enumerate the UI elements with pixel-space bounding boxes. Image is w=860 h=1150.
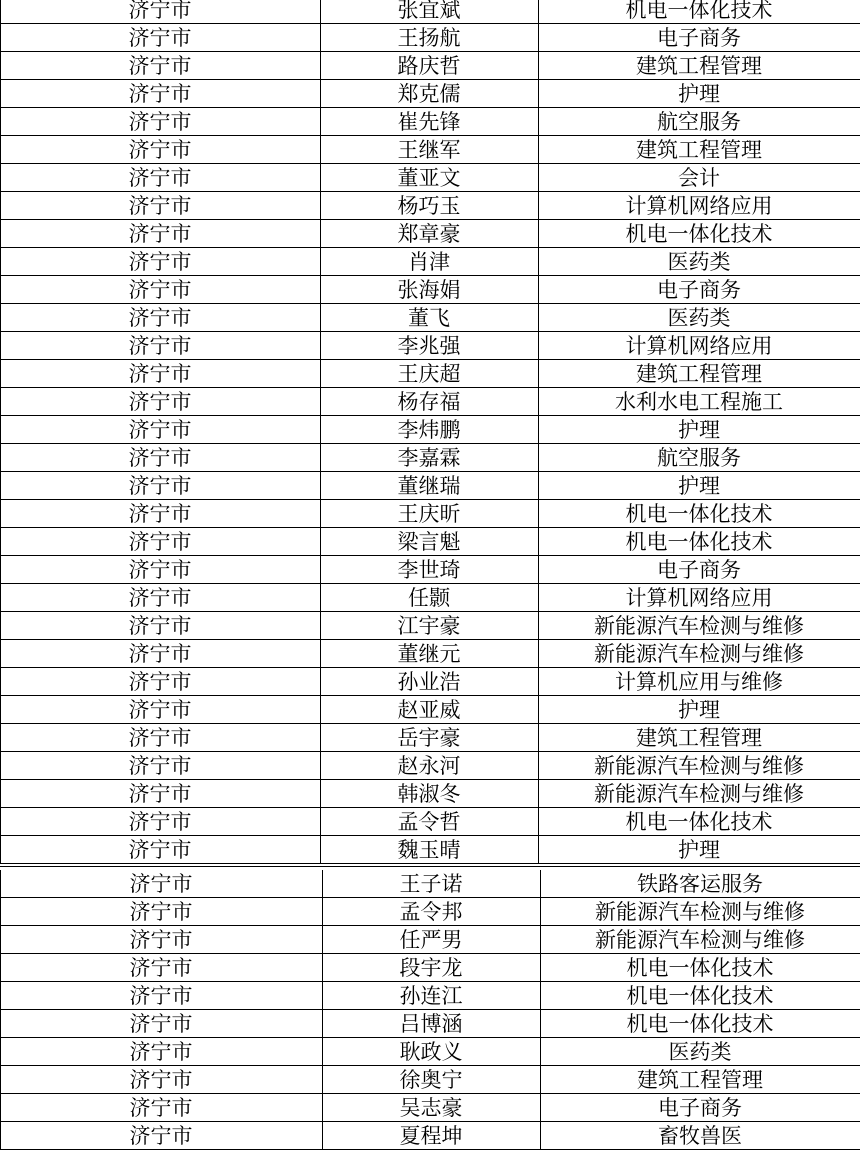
column-divider — [538, 80, 539, 108]
column-divider — [320, 444, 321, 472]
city-cell: 济宁市 — [128, 362, 192, 386]
city-cell: 济宁市 — [128, 54, 192, 78]
column-divider — [0, 528, 1, 556]
student-name-cell: 郑克儒 — [397, 82, 461, 106]
column-divider — [538, 528, 539, 556]
major-cell: 计算机网络应用 — [625, 334, 773, 358]
column-divider — [0, 52, 1, 80]
major-cell: 计算机网络应用 — [625, 194, 773, 218]
major-cell: 建筑工程管理 — [636, 726, 762, 750]
column-divider — [0, 500, 1, 528]
student-name-cell: 李炜鹏 — [397, 418, 461, 442]
major-cell: 护理 — [678, 698, 720, 722]
column-divider — [538, 752, 539, 780]
column-divider — [0, 724, 1, 752]
city-cell: 济宁市 — [128, 166, 192, 190]
table-row — [0, 52, 860, 80]
table-row — [0, 472, 860, 500]
city-cell: 济宁市 — [128, 138, 192, 162]
column-divider — [0, 640, 1, 668]
column-divider — [538, 500, 539, 528]
student-name-cell: 路庆哲 — [397, 54, 461, 78]
student-name-cell: 赵永河 — [397, 754, 461, 778]
column-divider — [320, 276, 321, 304]
city-cell: 济宁市 — [129, 1068, 193, 1092]
table-row — [0, 416, 860, 444]
table-row — [0, 388, 860, 416]
column-divider — [320, 836, 321, 864]
column-divider — [320, 332, 321, 360]
column-divider — [320, 780, 321, 808]
column-divider — [540, 982, 541, 1010]
column-divider — [0, 870, 1, 898]
column-divider — [538, 276, 539, 304]
student-name-cell: 段宇龙 — [399, 956, 463, 980]
student-name-cell: 杨存福 — [397, 390, 461, 414]
column-divider — [540, 1094, 541, 1122]
student-name-cell: 李世琦 — [397, 558, 461, 582]
column-divider — [0, 696, 1, 724]
column-divider — [0, 388, 1, 416]
column-divider — [540, 1122, 541, 1150]
column-divider — [322, 898, 323, 926]
column-divider — [538, 332, 539, 360]
column-divider — [320, 360, 321, 388]
student-name-cell: 吴志豪 — [399, 1096, 463, 1120]
major-cell: 医药类 — [667, 306, 731, 330]
city-cell: 济宁市 — [128, 586, 192, 610]
student-name-cell: 孟令哲 — [397, 810, 461, 834]
column-divider — [320, 80, 321, 108]
table-row — [0, 528, 860, 556]
column-divider — [0, 360, 1, 388]
city-cell: 济宁市 — [129, 872, 193, 896]
column-divider — [320, 528, 321, 556]
column-divider — [538, 472, 539, 500]
column-divider — [320, 472, 321, 500]
column-divider — [322, 870, 323, 898]
column-divider — [538, 388, 539, 416]
column-divider — [538, 360, 539, 388]
column-divider — [540, 1010, 541, 1038]
column-divider — [0, 472, 1, 500]
column-divider — [0, 752, 1, 780]
column-divider — [0, 668, 1, 696]
table-row — [0, 0, 860, 24]
city-cell: 济宁市 — [128, 446, 192, 470]
column-divider — [320, 108, 321, 136]
table-row — [0, 926, 860, 954]
column-divider — [0, 0, 1, 24]
column-divider — [0, 304, 1, 332]
major-cell: 机电一体化技术 — [626, 956, 774, 980]
city-cell: 济宁市 — [128, 82, 192, 106]
column-divider — [0, 444, 1, 472]
table-row — [0, 136, 860, 164]
student-name-cell: 王子诺 — [399, 872, 463, 896]
city-cell: 济宁市 — [129, 1124, 193, 1148]
student-name-cell: 王庆昕 — [397, 502, 461, 526]
column-divider — [538, 836, 539, 864]
city-cell: 济宁市 — [128, 250, 192, 274]
major-cell: 机电一体化技术 — [625, 502, 773, 526]
table-row — [0, 248, 860, 276]
city-cell: 济宁市 — [128, 614, 192, 638]
column-divider — [322, 982, 323, 1010]
student-name-cell: 孙业浩 — [397, 670, 461, 694]
column-divider — [322, 1066, 323, 1094]
major-cell: 新能源汽车检测与维修 — [595, 928, 805, 952]
table-row — [0, 668, 860, 696]
table-row — [0, 360, 860, 388]
table-row — [0, 332, 860, 360]
column-divider — [0, 1066, 1, 1094]
column-divider — [0, 80, 1, 108]
major-cell: 护理 — [678, 838, 720, 862]
major-cell: 计算机应用与维修 — [615, 670, 783, 694]
city-cell: 济宁市 — [128, 754, 192, 778]
column-divider — [0, 612, 1, 640]
column-divider — [538, 416, 539, 444]
table-row — [0, 1094, 860, 1122]
major-cell: 护理 — [678, 474, 720, 498]
city-cell: 济宁市 — [128, 194, 192, 218]
major-cell: 机电一体化技术 — [625, 810, 773, 834]
column-divider — [0, 836, 1, 864]
column-divider — [538, 52, 539, 80]
table-row — [0, 640, 860, 668]
major-cell: 电子商务 — [658, 1096, 742, 1120]
column-divider — [320, 808, 321, 836]
column-divider — [320, 192, 321, 220]
column-divider — [320, 248, 321, 276]
student-name-cell: 江宇豪 — [397, 614, 461, 638]
city-cell: 济宁市 — [128, 0, 192, 22]
column-divider — [0, 276, 1, 304]
column-divider — [538, 136, 539, 164]
column-divider — [540, 1066, 541, 1094]
major-cell: 航空服务 — [657, 110, 741, 134]
city-cell: 济宁市 — [128, 642, 192, 666]
column-divider — [0, 416, 1, 444]
column-divider — [320, 304, 321, 332]
student-name-cell: 岳宇豪 — [397, 726, 461, 750]
column-divider — [322, 1038, 323, 1066]
column-divider — [320, 668, 321, 696]
column-divider — [538, 0, 539, 24]
major-cell: 建筑工程管理 — [636, 362, 762, 386]
city-cell: 济宁市 — [129, 1040, 193, 1064]
major-cell: 建筑工程管理 — [636, 54, 762, 78]
column-divider — [540, 926, 541, 954]
column-divider — [0, 926, 1, 954]
city-cell: 济宁市 — [129, 1096, 193, 1120]
major-cell: 新能源汽车检测与维修 — [594, 782, 804, 806]
column-divider — [0, 192, 1, 220]
column-divider — [0, 136, 1, 164]
city-cell: 济宁市 — [128, 782, 192, 806]
column-divider — [320, 52, 321, 80]
column-divider — [0, 808, 1, 836]
column-divider — [538, 444, 539, 472]
table-section-divider — [0, 863, 860, 867]
table-row — [0, 192, 860, 220]
column-divider — [320, 0, 321, 24]
city-cell: 济宁市 — [128, 278, 192, 302]
column-divider — [322, 1010, 323, 1038]
column-divider — [538, 304, 539, 332]
major-cell: 电子商务 — [657, 26, 741, 50]
city-cell: 济宁市 — [129, 956, 193, 980]
student-name-cell: 张海娟 — [397, 278, 461, 302]
student-name-cell: 梁言魁 — [397, 530, 461, 554]
column-divider — [322, 926, 323, 954]
column-divider — [538, 724, 539, 752]
city-cell: 济宁市 — [129, 1012, 193, 1036]
student-name-cell: 崔先锋 — [397, 110, 461, 134]
column-divider — [540, 898, 541, 926]
city-cell: 济宁市 — [128, 838, 192, 862]
major-cell: 机电一体化技术 — [625, 530, 773, 554]
column-divider — [0, 332, 1, 360]
table-row — [0, 870, 860, 898]
table-row — [0, 898, 860, 926]
column-divider — [320, 164, 321, 192]
major-cell: 电子商务 — [657, 558, 741, 582]
major-cell: 畜牧兽医 — [658, 1124, 742, 1148]
table-row — [0, 80, 860, 108]
column-divider — [538, 556, 539, 584]
column-divider — [0, 556, 1, 584]
column-divider — [320, 136, 321, 164]
city-cell: 济宁市 — [128, 474, 192, 498]
major-cell: 新能源汽车检测与维修 — [594, 642, 804, 666]
table-row — [0, 500, 860, 528]
city-cell: 济宁市 — [129, 900, 193, 924]
column-divider — [320, 24, 321, 52]
column-divider — [320, 388, 321, 416]
column-divider — [0, 954, 1, 982]
table-row — [0, 954, 860, 982]
column-divider — [0, 1038, 1, 1066]
table-row — [0, 108, 860, 136]
column-divider — [0, 584, 1, 612]
column-divider — [0, 780, 1, 808]
column-divider — [0, 164, 1, 192]
major-cell: 建筑工程管理 — [636, 138, 762, 162]
table-row — [0, 780, 860, 808]
student-name-cell: 孙连江 — [399, 984, 463, 1008]
table-row — [0, 24, 860, 52]
table-row — [0, 808, 860, 836]
city-cell: 济宁市 — [129, 928, 193, 952]
student-name-cell: 王庆超 — [397, 362, 461, 386]
column-divider — [320, 752, 321, 780]
major-cell: 铁路客运服务 — [637, 872, 763, 896]
table-row — [0, 752, 860, 780]
column-divider — [538, 612, 539, 640]
student-name-cell: 任严男 — [399, 928, 463, 952]
student-name-cell: 董继瑞 — [397, 474, 461, 498]
column-divider — [320, 556, 321, 584]
column-divider — [538, 24, 539, 52]
column-divider — [0, 248, 1, 276]
column-divider — [0, 220, 1, 248]
column-divider — [320, 584, 321, 612]
major-cell: 新能源汽车检测与维修 — [594, 614, 804, 638]
city-cell: 济宁市 — [128, 726, 192, 750]
table-row — [0, 444, 860, 472]
student-name-cell: 王继军 — [397, 138, 461, 162]
table-row — [0, 1122, 860, 1150]
table-row — [0, 164, 860, 192]
table-row — [0, 304, 860, 332]
column-divider — [0, 1010, 1, 1038]
student-name-cell: 董继元 — [397, 642, 461, 666]
major-cell: 机电一体化技术 — [625, 0, 773, 22]
column-divider — [320, 612, 321, 640]
student-name-cell: 耿政义 — [399, 1040, 463, 1064]
city-cell: 济宁市 — [128, 222, 192, 246]
student-name-cell: 吕博涵 — [399, 1012, 463, 1036]
column-divider — [322, 954, 323, 982]
column-divider — [0, 24, 1, 52]
major-cell: 会计 — [678, 166, 720, 190]
table-row — [0, 556, 860, 584]
column-divider — [540, 870, 541, 898]
column-divider — [538, 696, 539, 724]
major-cell: 护理 — [678, 418, 720, 442]
city-cell: 济宁市 — [129, 984, 193, 1008]
city-cell: 济宁市 — [128, 558, 192, 582]
column-divider — [320, 416, 321, 444]
column-divider — [322, 1122, 323, 1150]
column-divider — [538, 192, 539, 220]
major-cell: 水利水电工程施工 — [615, 390, 783, 414]
major-cell: 护理 — [678, 82, 720, 106]
column-divider — [320, 500, 321, 528]
student-name-cell: 徐奥宁 — [399, 1068, 463, 1092]
column-divider — [320, 220, 321, 248]
city-cell: 济宁市 — [128, 306, 192, 330]
table-row — [0, 220, 860, 248]
major-cell: 机电一体化技术 — [626, 984, 774, 1008]
column-divider — [540, 1038, 541, 1066]
table-row — [0, 1066, 860, 1094]
city-cell: 济宁市 — [128, 26, 192, 50]
column-divider — [0, 898, 1, 926]
student-name-cell: 董亚文 — [397, 166, 461, 190]
major-cell: 新能源汽车检测与维修 — [595, 900, 805, 924]
student-name-cell: 肖津 — [408, 250, 450, 274]
city-cell: 济宁市 — [128, 334, 192, 358]
major-cell: 计算机网络应用 — [625, 586, 773, 610]
column-divider — [538, 220, 539, 248]
student-name-cell: 张宜斌 — [397, 0, 461, 22]
table-row — [0, 982, 860, 1010]
student-name-cell: 魏玉晴 — [397, 838, 461, 862]
column-divider — [0, 108, 1, 136]
column-divider — [538, 668, 539, 696]
major-cell: 机电一体化技术 — [625, 222, 773, 246]
column-divider — [0, 1094, 1, 1122]
city-cell: 济宁市 — [128, 810, 192, 834]
column-divider — [538, 248, 539, 276]
column-divider — [538, 780, 539, 808]
student-name-cell: 李嘉霖 — [397, 446, 461, 470]
column-divider — [320, 640, 321, 668]
major-cell: 航空服务 — [657, 446, 741, 470]
table-row — [0, 1038, 860, 1066]
city-cell: 济宁市 — [128, 418, 192, 442]
city-cell: 济宁市 — [128, 670, 192, 694]
student-name-cell: 夏程坤 — [399, 1124, 463, 1148]
table-row — [0, 836, 860, 864]
student-name-cell: 孟令邦 — [399, 900, 463, 924]
student-name-cell: 董飞 — [408, 306, 450, 330]
table-row — [0, 276, 860, 304]
table-row — [0, 584, 860, 612]
major-cell: 建筑工程管理 — [637, 1068, 763, 1092]
major-cell: 机电一体化技术 — [626, 1012, 774, 1036]
student-name-cell: 韩淑冬 — [397, 782, 461, 806]
student-name-cell: 赵亚威 — [397, 698, 461, 722]
column-divider — [538, 584, 539, 612]
table-row — [0, 1010, 860, 1038]
column-divider — [322, 1094, 323, 1122]
table-row — [0, 696, 860, 724]
column-divider — [0, 1122, 1, 1150]
column-divider — [538, 808, 539, 836]
city-cell: 济宁市 — [128, 110, 192, 134]
column-divider — [538, 640, 539, 668]
major-cell: 医药类 — [668, 1040, 732, 1064]
city-cell: 济宁市 — [128, 502, 192, 526]
column-divider — [540, 954, 541, 982]
student-name-cell: 王扬航 — [397, 26, 461, 50]
major-cell: 电子商务 — [657, 278, 741, 302]
student-name-cell: 任颢 — [408, 586, 450, 610]
major-cell: 医药类 — [667, 250, 731, 274]
city-cell: 济宁市 — [128, 698, 192, 722]
column-divider — [538, 108, 539, 136]
column-divider — [538, 164, 539, 192]
student-name-cell: 李兆强 — [397, 334, 461, 358]
column-divider — [0, 982, 1, 1010]
major-cell: 新能源汽车检测与维修 — [594, 754, 804, 778]
table-row — [0, 724, 860, 752]
student-name-cell: 郑章豪 — [397, 222, 461, 246]
table-row — [0, 612, 860, 640]
city-cell: 济宁市 — [128, 530, 192, 554]
column-divider — [320, 724, 321, 752]
column-divider — [320, 696, 321, 724]
city-cell: 济宁市 — [128, 390, 192, 414]
student-name-cell: 杨巧玉 — [397, 194, 461, 218]
